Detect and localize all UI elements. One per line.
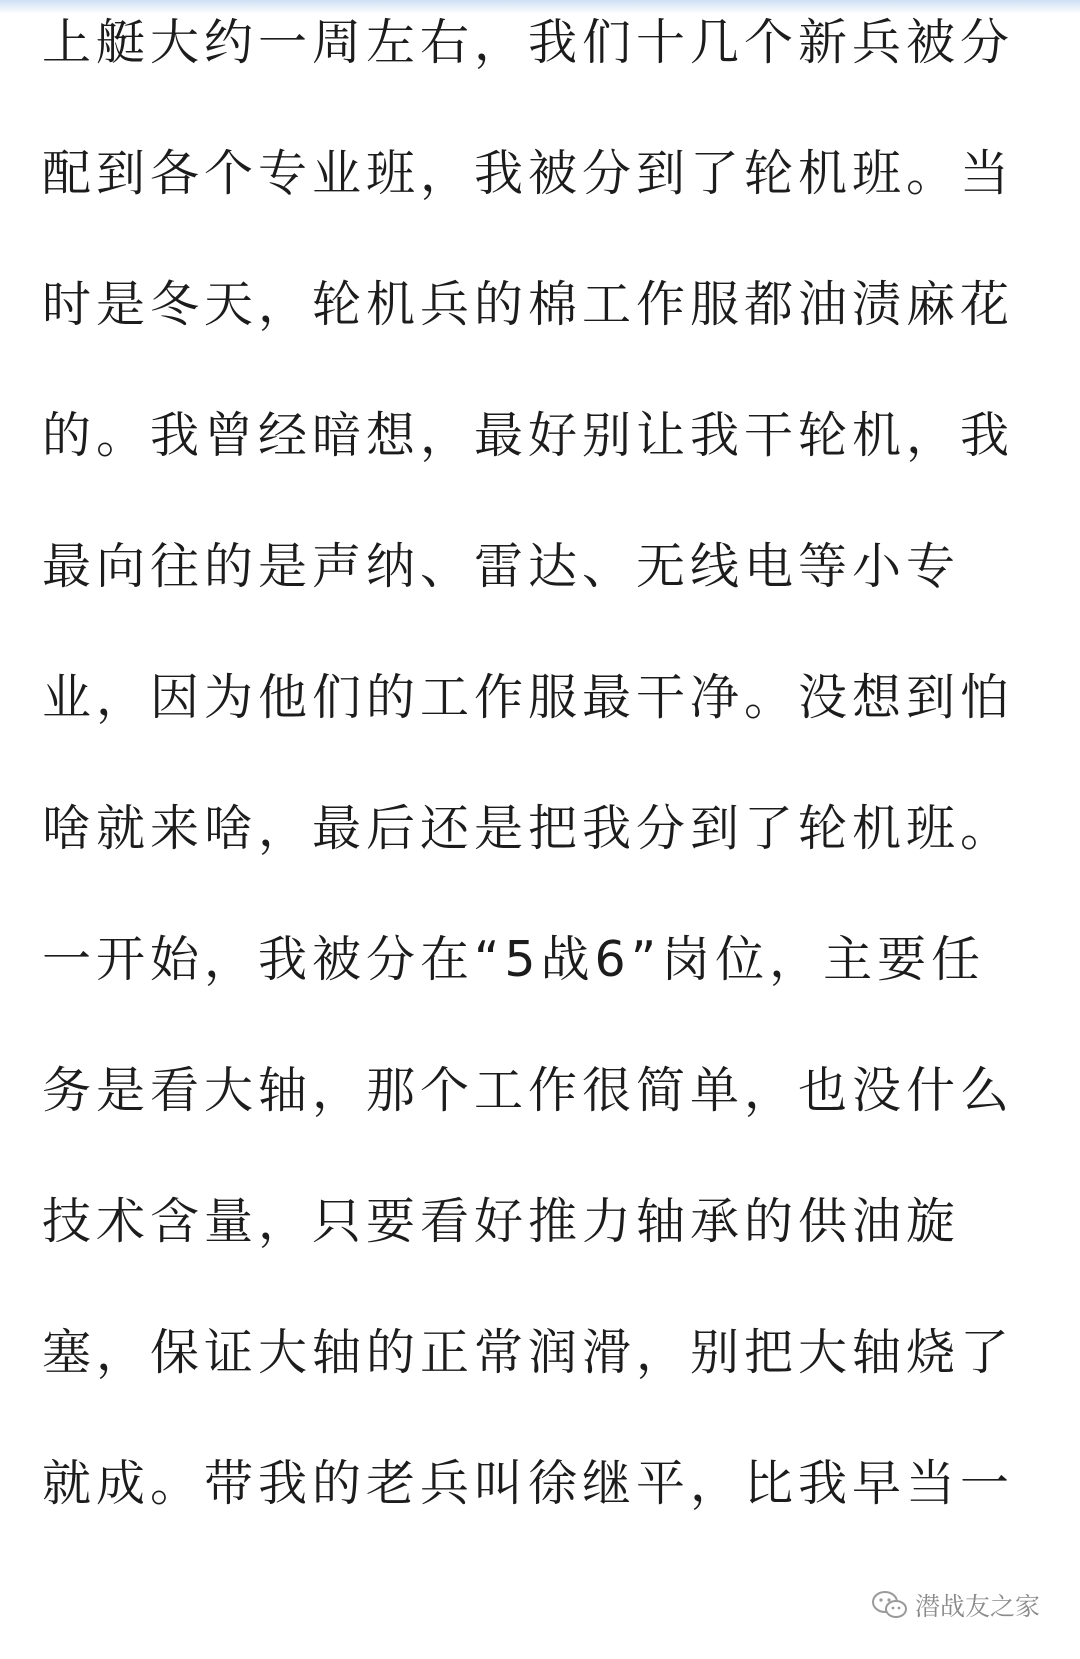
article-line: 的。我曾经暗想，最好别让我干轮机，我: [42, 407, 1015, 464]
article-line: 技术含量，只要看好推力轴承的供油旋: [42, 1193, 961, 1250]
article-line: 业，因为他们的工作服最干净。没想到怕: [42, 669, 1015, 726]
article-line: 配到各个专业班，我被分到了轮机班。当: [42, 145, 1015, 202]
article-line: 时是冬天，轮机兵的棉工作服都油渍麻花: [42, 276, 1015, 333]
article-line: 就成。带我的老兵叫徐继平，比我早当一: [42, 1455, 1015, 1512]
article-line: 一开始，我被分在“5战6”岗位，主要任: [42, 931, 986, 988]
article-line: 最向往的是声纳、雷达、无线电等小专: [42, 538, 961, 595]
article-line: 上艇大约一周左右，我们十几个新兵被分: [42, 14, 1015, 71]
wechat-icon: [871, 1590, 909, 1620]
article-line: 塞，保证大轴的正常润滑，别把大轴烧了: [42, 1324, 1015, 1381]
article-line: 务是看大轴，那个工作很简单，也没什么: [42, 1062, 1015, 1119]
watermark: [871, 1587, 1040, 1623]
article-line: 啥就来啥，最后还是把我分到了轮机班。: [42, 800, 1015, 857]
watermark-text: 潜战友之家: [914, 1592, 1040, 1621]
